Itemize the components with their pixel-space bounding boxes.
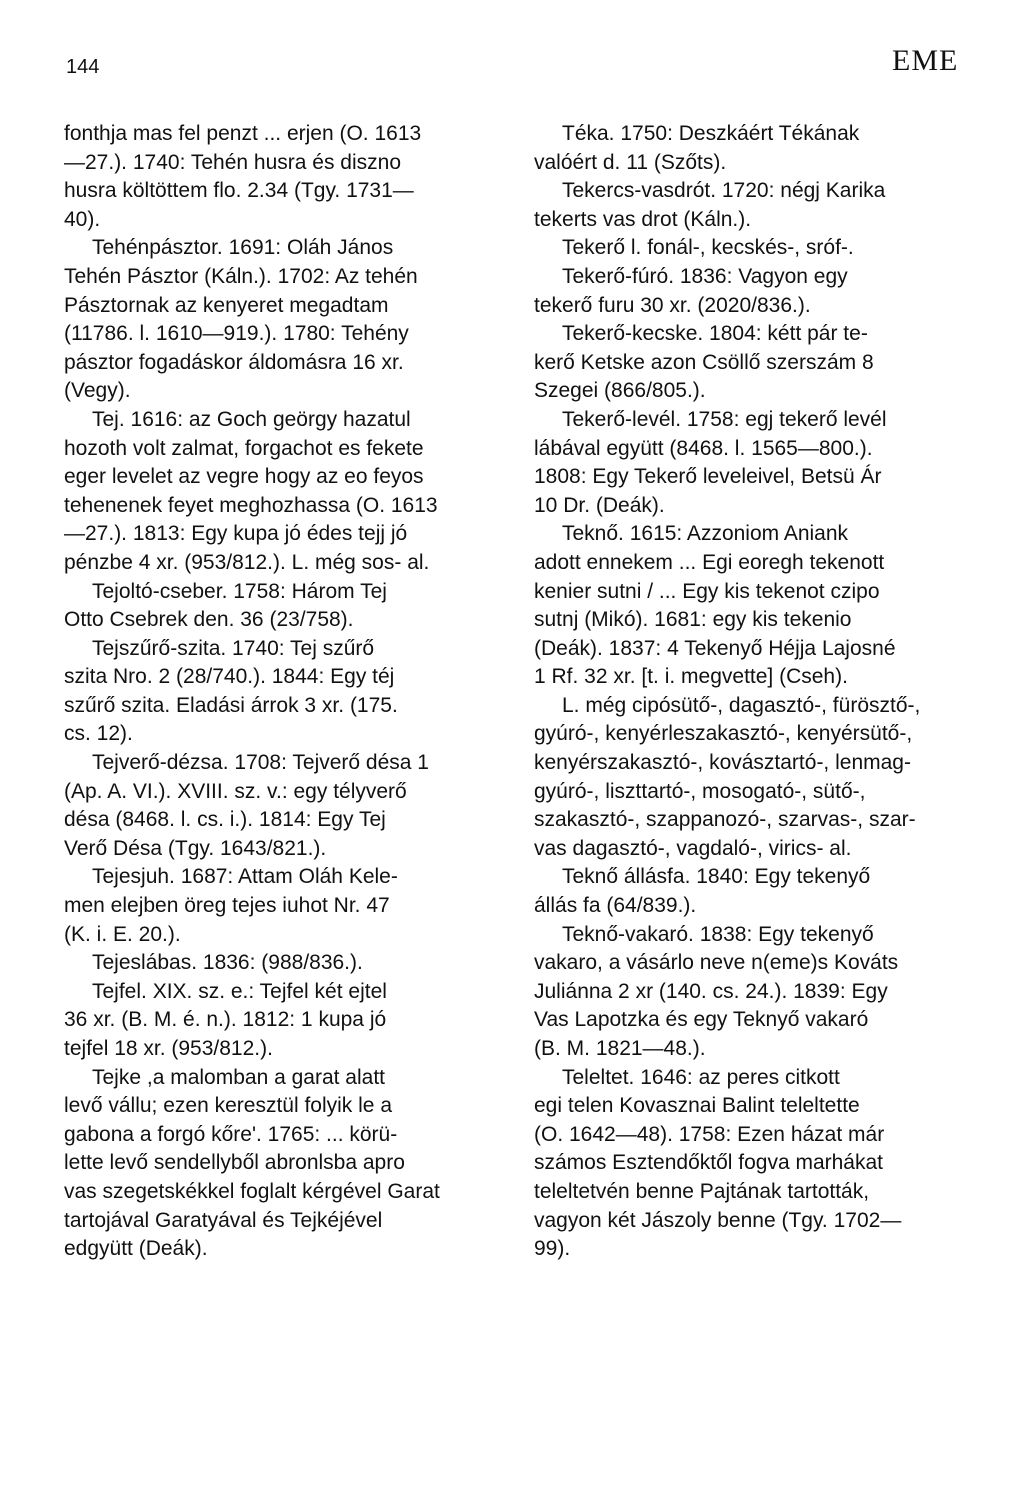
text-line: tekerts vas drot (Káln.). bbox=[534, 207, 752, 231]
running-head: EME bbox=[892, 44, 959, 77]
text-line: lette levő sendellyből abronlsba apro bbox=[64, 1151, 405, 1175]
text-line: Verő Désa (Tgy. 1643/821.). bbox=[64, 836, 327, 860]
text-line: Tejeslábas. 1836: (988/836.). bbox=[92, 951, 363, 975]
text-line: Tekerő l. fonál-, kecskés-, sróf-. bbox=[562, 236, 854, 260]
text-line: (11786. l. 1610—919.). 1780: Tehény bbox=[64, 322, 409, 346]
page-number: 144 bbox=[66, 56, 100, 78]
text-line: vagyon két Jászoly benne (Tgy. 1702— bbox=[534, 1208, 902, 1232]
text-line: Tej. 1616: az Goch geörgy hazatul bbox=[92, 407, 411, 431]
text-line: 1 Rf. 32 xr. [t. i. megvette] (Cseh). bbox=[534, 665, 848, 689]
text-line: (O. 1642—48). 1758: Ezen házat már bbox=[534, 1122, 885, 1146]
text-line: tartojával Garatyával és Tejkéjével bbox=[64, 1208, 383, 1232]
text-line: Tekercs-vasdrót. 1720: négj Karika bbox=[562, 179, 886, 203]
right-column bbox=[534, 120, 962, 1264]
text-line: valóért d. 11 (Szőts). bbox=[534, 150, 727, 174]
text-line: 40). bbox=[64, 207, 101, 231]
text-line: men elejben öreg tejes iuhot Nr. 47 bbox=[64, 894, 390, 918]
text-line: Szegei (866/805.). bbox=[534, 379, 706, 403]
text-line: Juliánna 2 xr (140. cs. 24.). 1839: Egy bbox=[534, 979, 888, 1003]
text-line: szűrő szita. Eladási árrok 3 xr. (175. bbox=[64, 693, 398, 717]
text-line: egi telen Kovasznai Balint teleltette bbox=[534, 1094, 860, 1118]
text-line: (Vegy). bbox=[64, 379, 131, 403]
text-line: számos Esztendőktől fogva marhákat bbox=[534, 1151, 884, 1175]
text-line: kenier sutni / ... Egy kis tekenot czipo bbox=[534, 579, 880, 603]
text-line: Tehénpásztor. 1691: Oláh János bbox=[92, 236, 394, 260]
text-line: vas dagasztó-, vagdaló-, virics- al. bbox=[534, 836, 852, 860]
text-line: sutnj (Mikó). 1681: egy kis tekenio bbox=[534, 608, 852, 632]
text-line: tekerő furu 30 xr. (2020/836.). bbox=[534, 293, 811, 317]
text-line: adott ennekem ... Egi eoregh tekenott bbox=[534, 550, 885, 574]
text-line: pásztor fogadáskor áldomásra 16 xr. bbox=[64, 350, 404, 374]
text-line: (K. i. E. 20.). bbox=[64, 922, 181, 946]
text-line: Tekerő-fúró. 1836: Vagyon egy bbox=[562, 264, 848, 288]
left-column bbox=[64, 120, 504, 1264]
text-line: tehenenek feyet meghozhassa (O. 1613 bbox=[64, 493, 438, 517]
text-line: gabona a forgó kőre'. 1765: ... körü- bbox=[64, 1122, 398, 1146]
text-line: Tejfel. XIX. sz. e.: Tejfel két ejtel bbox=[92, 979, 387, 1003]
text-line: kerő Ketske azon Csöllő szerszám 8 bbox=[534, 350, 874, 374]
text-line: Tejesjuh. 1687: Attam Oláh Kele- bbox=[92, 865, 398, 889]
text-line: szita Nro. 2 (28/740.). 1844: Egy téj bbox=[64, 665, 395, 689]
text-line: Teknő-vakaró. 1838: Egy tekenyő bbox=[562, 922, 874, 946]
text-line: (B. M. 1821—48.). bbox=[534, 1037, 706, 1060]
text-line: pénzbe 4 xr. (953/812.). L. még sos- al. bbox=[64, 550, 430, 574]
text-line: vakaro, a vásárlo neve n(eme)s Kováts bbox=[534, 951, 899, 975]
text-line: lábával együtt (8468. l. 1565—800.). bbox=[534, 436, 873, 460]
text-line: edgyütt (Deák). bbox=[64, 1237, 208, 1261]
text-line: (Deák). 1837: 4 Tekenyő Héjja Lajosné bbox=[534, 636, 896, 660]
text-line: Vas Lapotzka és egy Teknyő vakaró bbox=[534, 1008, 869, 1032]
text-line: cs. 12). bbox=[64, 722, 133, 746]
text-line: Tejszűrő-szita. 1740: Tej szűrő bbox=[92, 636, 375, 660]
text-line: gyúró-, liszttartó-, mosogató-, sütő-, bbox=[534, 779, 866, 803]
text-line: Tejverő-dézsa. 1708: Tejverő désa 1 bbox=[92, 751, 429, 775]
text-line: —27.). 1813: Egy kupa jó édes tejj jó bbox=[64, 522, 408, 546]
text-line: L. még cipósütő-, dagasztó-, fürösztő-, bbox=[562, 693, 921, 717]
text-line: 99). bbox=[534, 1237, 571, 1261]
text-line: husra költöttem flo. 2.34 (Tgy. 1731— bbox=[64, 179, 414, 203]
text-line: tejfel 18 xr. (953/812.). bbox=[64, 1037, 273, 1060]
text-line: Tekerő-kecske. 1804: kétt pár te- bbox=[562, 322, 868, 346]
text-line: 36 xr. (B. M. é. n.). 1812: 1 kupa jó bbox=[64, 1008, 387, 1032]
text-line: 1808: Egy Tekerő leveleivel, Betsü Ár bbox=[534, 465, 882, 489]
text-line: Tehén Pásztor (Káln.). 1702: Az tehén bbox=[64, 264, 418, 288]
text-line: Pásztornak az kenyeret megadtam bbox=[64, 293, 389, 317]
text-line: Otto Csebrek den. 36 (23/758). bbox=[64, 608, 354, 632]
text-line: Teknő állásfa. 1840: Egy tekenyő bbox=[562, 865, 871, 889]
text-line: (Ap. A. VI.). XVIII. sz. v.: egy télyverő bbox=[64, 779, 407, 803]
text-line: Téka. 1750: Deszkáért Tékának bbox=[562, 122, 860, 145]
text-line: 10 Dr. (Deák). bbox=[534, 493, 665, 517]
text-line: Teleltet. 1646: az peres citkott bbox=[562, 1065, 840, 1089]
text-line: eger levelet az vegre hogy az eo feyos bbox=[64, 465, 424, 489]
text-line: levő vállu; ezen keresztül folyik le a bbox=[64, 1094, 392, 1118]
text-line: szakasztó-, szappanozó-, szarvas-, szar- bbox=[534, 808, 916, 832]
text-line: Tejoltó-cseber. 1758: Három Tej bbox=[92, 579, 387, 603]
text-line: állás fa (64/839.). bbox=[534, 894, 697, 918]
text-line: fonthja mas fel penzt ... erjen (O. 1613 bbox=[64, 122, 422, 145]
text-line: hozoth volt zalmat, forgachot es fekete bbox=[64, 436, 424, 460]
text-line: gyúró-, kenyérleszakasztó-, kenyérsütő-, bbox=[534, 722, 913, 746]
text-line: Teknő. 1615: Azzoniom Aniank bbox=[562, 522, 849, 546]
text-line: teleltetvén benne Pajtának tartották, bbox=[534, 1179, 870, 1203]
text-line: Tekerő-levél. 1758: egj tekerő levél bbox=[562, 407, 887, 431]
text-line: Tejke ,a malomban a garat alatt bbox=[92, 1065, 385, 1089]
text-line: kenyérszakasztó-, kovásztartó-, lenmag- bbox=[534, 751, 911, 775]
text-line: vas szegetskékkel foglalt kérgével Garat bbox=[64, 1179, 440, 1203]
text-line: —27.). 1740: Tehén husra és diszno bbox=[64, 150, 401, 174]
text-line: désa (8468. l. cs. i.). 1814: Egy Tej bbox=[64, 808, 386, 832]
